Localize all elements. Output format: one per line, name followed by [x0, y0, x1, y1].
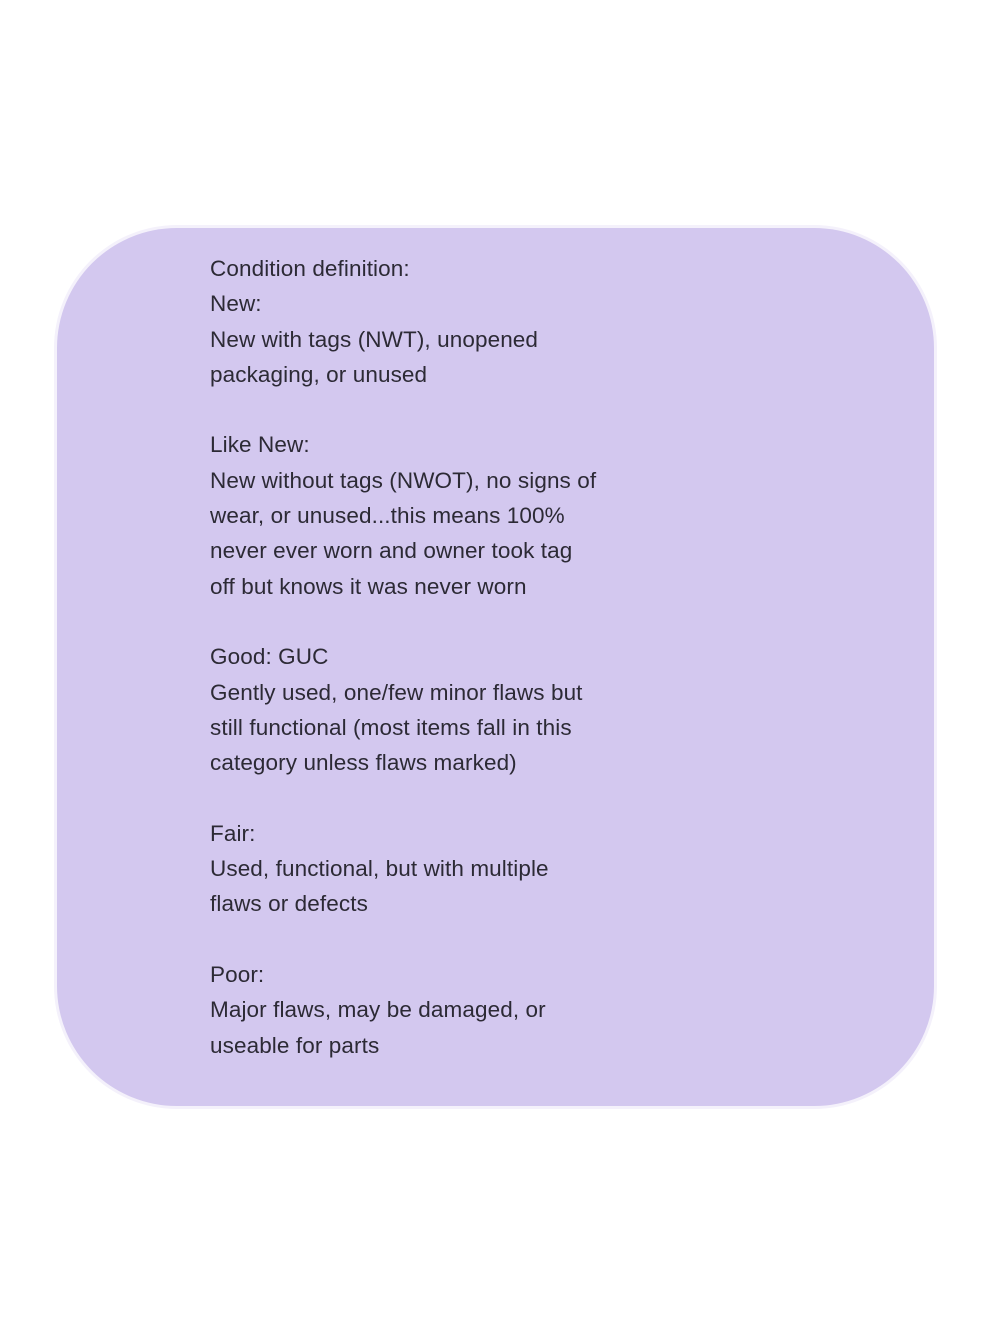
- section-new: [210, 286, 770, 392]
- condition-definitions: [210, 251, 770, 1063]
- section-label: Good: GUC: [210, 644, 329, 670]
- section-like-new: [210, 427, 770, 603]
- section-text: New without tags (NWOT), no signs of: [210, 467, 597, 493]
- section-text: Used, functional, but with multiple: [210, 856, 549, 882]
- section-label: New:: [210, 291, 262, 317]
- section-text: New with tags (NWT), unopened: [210, 326, 539, 352]
- spacer: [210, 604, 770, 639]
- section-poor: [210, 957, 770, 1063]
- section-text: flaws or defects: [210, 891, 368, 917]
- spacer: [210, 922, 770, 957]
- section-text: Gently used, one/few minor flaws but: [210, 679, 583, 705]
- section-label: Like New:: [210, 432, 310, 458]
- section-text: Major flaws, may be damaged, or: [210, 997, 546, 1023]
- section-text: never ever worn and owner took tag: [210, 538, 573, 564]
- section-text: packaging, or unused: [210, 361, 428, 387]
- section-text: wear, or unused...this means 100%: [210, 503, 565, 529]
- spacer: [210, 392, 770, 427]
- section-label: Fair:: [210, 820, 256, 846]
- section-text: off but knows it was never worn: [210, 573, 527, 599]
- section-fair: [210, 816, 770, 922]
- section-label: Poor:: [210, 961, 265, 987]
- section-text: useable for parts: [210, 1032, 380, 1058]
- spacer: [210, 780, 770, 815]
- heading: Condition definition:: [210, 256, 410, 281]
- section-text: category unless flaws marked): [210, 750, 517, 776]
- section-text: still functional (most items fall in this: [210, 714, 572, 740]
- section-good: [210, 639, 770, 780]
